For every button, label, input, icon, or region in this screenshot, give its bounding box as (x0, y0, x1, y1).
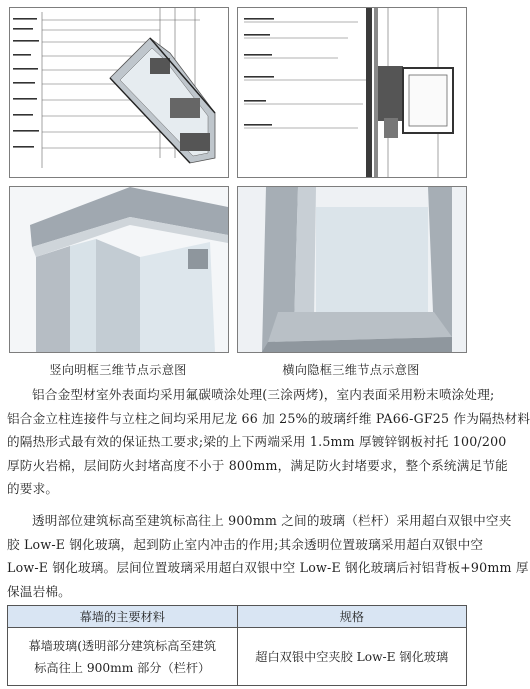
paragraph-glass (7, 509, 529, 603)
vertical-frame-3d-image (9, 186, 229, 353)
paragraph-line: 铝合金立柱连接件与立柱之间均采用尼龙 66 加 25%的玻璃纤维 PA66-GF25 作为隔热材料 (7, 410, 530, 426)
materials-table (7, 605, 467, 686)
table-row (8, 628, 467, 686)
figure-caption-right: 横向隐框三维节点示意图 (282, 363, 420, 377)
paragraph-materials (7, 383, 530, 501)
paragraph-line: 透明部位建筑标高至建筑标高往上 900mm 之间的玻璃（栏杆）采用超白双银中空夹 (32, 513, 512, 528)
section-drawing-right (237, 7, 467, 178)
paragraph-line: 胶 Low-E 钢化玻璃，起到防止室内冲击的作用;其余透明位置玻璃采用超白双银中空 (7, 536, 484, 552)
material-line: 幕墙玻璃(透明部分建筑标高至建筑 (28, 638, 217, 653)
table-cell-material (8, 628, 238, 686)
paragraph-line: 厚防火岩棉，层间防火封堵高度不小于 800mm，满足防火封堵要求，整个系统满足节能 (7, 457, 508, 473)
section-drawing-left (9, 7, 229, 178)
paragraph-line: Low-E 钢化玻璃。层间位置玻璃采用超白双银中空 Low-E 钢化玻璃后衬铝背板+90mm 厚 (7, 560, 529, 575)
paragraph-line: 铝合金型材室外表面均采用氟碳喷涂处理(三涂两烤)，室内表面采用粉末喷涂处理; (32, 387, 495, 402)
table-cell-spec: 超白双银中空夹胶 Low-E 钢化玻璃 (237, 628, 467, 686)
figure-caption-left: 竖向明框三维节点示意图 (49, 363, 187, 377)
table-header-material: 幕墙的主要材料 (8, 606, 238, 628)
paragraph-line: 的隔热形式最有效的保证热工要求;梁的上下两端采用 1.5mm 厚镀锌钢板衬托 100/200 (7, 434, 507, 449)
paragraph-line: 的要求。 (7, 481, 59, 496)
paragraph-line: 保温岩棉。 (7, 583, 71, 599)
material-line: 标高往上 900mm 部分（栏杆） (34, 660, 211, 675)
table-header-spec: 规格 (237, 606, 467, 628)
horizontal-frame-3d-image (237, 186, 467, 353)
